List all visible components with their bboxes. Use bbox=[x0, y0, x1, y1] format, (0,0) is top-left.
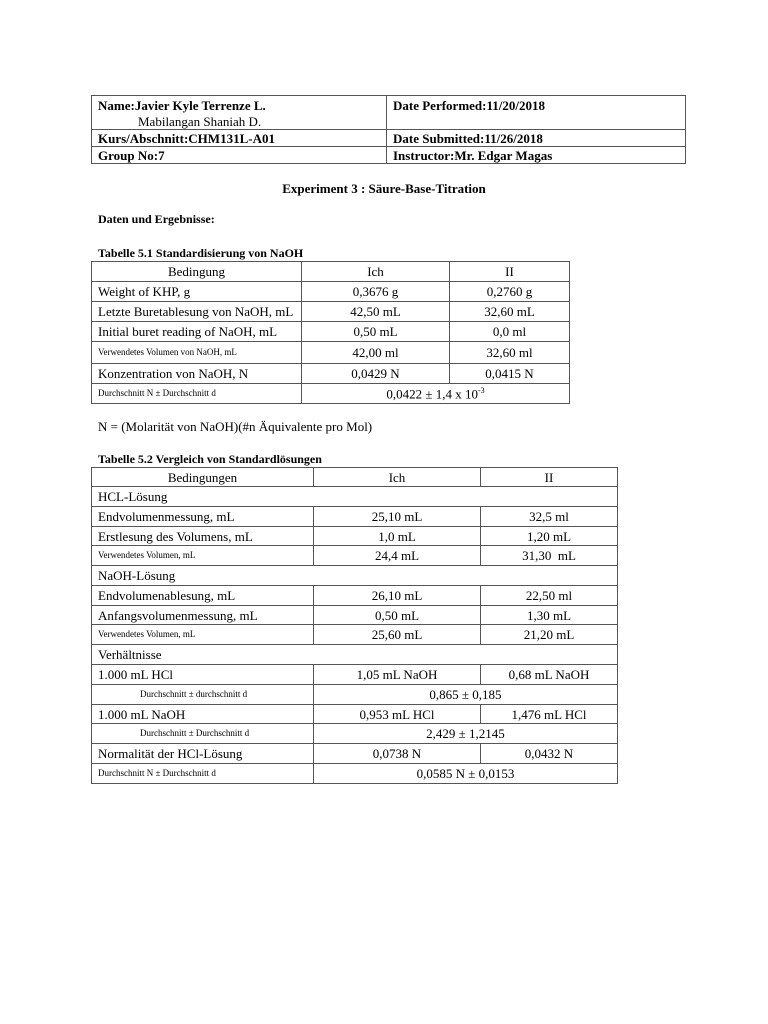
header-cell: Bedingungen bbox=[92, 468, 314, 487]
date-submitted-label: Date Submitted: bbox=[393, 130, 485, 146]
value-cell: 32,60 ml bbox=[450, 342, 570, 364]
value-cell: 21,20 mL bbox=[481, 625, 618, 645]
section-label: HCL-Lösung bbox=[92, 487, 618, 507]
value-cell: 0,953 mL HCl bbox=[314, 705, 481, 724]
value-cell: 32,5 ml bbox=[481, 507, 618, 527]
table-row bbox=[92, 665, 618, 685]
table-row bbox=[92, 342, 570, 364]
average-value-text: 0,0422 ± 1,4 x 10 bbox=[386, 386, 478, 402]
instructor: Mr. Edgar Magas bbox=[454, 147, 553, 163]
group-cell bbox=[92, 147, 387, 164]
value-cell: 0,0432 N bbox=[481, 744, 618, 764]
value-cell: 25,60 mL bbox=[314, 625, 481, 645]
average-value: 0,0585 N ± 0,0153 bbox=[314, 764, 618, 784]
table-5-2 bbox=[91, 467, 618, 784]
value-cell: 0,0429 N bbox=[302, 364, 450, 384]
average-label: Durchschnitt N ± Durchschnitt d bbox=[92, 384, 302, 404]
group-label: Group No: bbox=[98, 147, 159, 163]
instructor-label: Instructor: bbox=[393, 147, 455, 163]
value-cell: 0,68 mL NaOH bbox=[481, 665, 618, 685]
condition-cell: Verwendetes Volumen von NaOH, mL bbox=[92, 342, 302, 364]
condition-cell: Endvolumenablesung, mL bbox=[92, 586, 314, 606]
condition-cell: Verwendetes Volumen, mL bbox=[92, 625, 314, 645]
header-cell: Bedingung bbox=[92, 262, 302, 282]
name-label: Name: bbox=[98, 98, 135, 113]
header-cell: Ich bbox=[314, 468, 481, 487]
table-row bbox=[92, 705, 618, 724]
table-row bbox=[92, 384, 570, 404]
value-cell: 1,05 mL NaOH bbox=[314, 665, 481, 685]
value-cell: 31,30 mL bbox=[481, 546, 618, 566]
condition-cell: Konzentration von NaOH, N bbox=[92, 364, 302, 384]
section-label: Verhältnisse bbox=[92, 645, 618, 665]
table1-caption: Tabelle 5.1 Standardisierung von NaOH bbox=[98, 246, 304, 260]
condition-cell: Verwendetes Volumen, mL bbox=[92, 546, 314, 566]
value-cell: 22,50 ml bbox=[481, 586, 618, 606]
table-row bbox=[92, 606, 618, 625]
table-row bbox=[92, 507, 618, 527]
value-cell: 0,50 mL bbox=[314, 606, 481, 625]
header-cell: Ich bbox=[302, 262, 450, 282]
average-value-exponent: -3 bbox=[477, 385, 485, 395]
table-row bbox=[92, 262, 570, 282]
condition-cell: 1.000 mL HCl bbox=[92, 665, 314, 685]
name-cell bbox=[92, 96, 387, 130]
table-row bbox=[92, 468, 618, 487]
average-label: Durchschnitt ± Durchschnitt d bbox=[92, 724, 314, 744]
condition-cell: Weight of KHP, g bbox=[92, 282, 302, 302]
condition-cell: Initial buret reading of NaOH, mL bbox=[92, 322, 302, 342]
name-1: Javier Kyle Terrenze L. bbox=[134, 98, 266, 113]
table-row bbox=[92, 487, 618, 507]
table-row bbox=[92, 566, 618, 586]
table-row bbox=[92, 282, 570, 302]
average-value bbox=[302, 384, 570, 404]
table-row bbox=[92, 546, 618, 566]
date-performed: 11/20/2018 bbox=[486, 98, 545, 113]
date-performed-cell bbox=[387, 96, 686, 130]
table-row bbox=[92, 685, 618, 705]
header-cell: II bbox=[450, 262, 570, 282]
value-cell: 0,2760 g bbox=[450, 282, 570, 302]
table-5-1 bbox=[91, 261, 570, 404]
header-table bbox=[91, 95, 686, 164]
date-submitted-cell bbox=[387, 130, 686, 147]
value-cell: 24,4 mL bbox=[314, 546, 481, 566]
value-cell: 1,0 mL bbox=[314, 527, 481, 546]
normality-formula: N = (Molarität von NaOH)(#n Äquivalente pro Mol) bbox=[98, 419, 373, 434]
experiment-title: Experiment 3 : Säure-Base-Titration bbox=[282, 181, 486, 196]
value-cell: 1,20 mL bbox=[481, 527, 618, 546]
value-cell: 25,10 mL bbox=[314, 507, 481, 527]
condition-cell: Endvolumenmessung, mL bbox=[92, 507, 314, 527]
table2-caption: Tabelle 5.2 Vergleich von Standardlösungen bbox=[98, 452, 322, 466]
value-cell: 0,0 ml bbox=[450, 322, 570, 342]
value-cell: 42,50 mL bbox=[302, 302, 450, 322]
value-cell: 42,00 ml bbox=[302, 342, 450, 364]
average-label: Durchschnitt N ± Durchschnitt d bbox=[92, 764, 314, 784]
condition-cell: Erstlesung des Volumens, mL bbox=[92, 527, 314, 546]
header-cell: II bbox=[481, 468, 618, 487]
value-cell: 0,3676 g bbox=[302, 282, 450, 302]
value-cell: 0,50 mL bbox=[302, 322, 450, 342]
value-cell: 0,0415 N bbox=[450, 364, 570, 384]
date-submitted: 11/26/2018 bbox=[484, 130, 543, 146]
table-row bbox=[92, 527, 618, 546]
course-cell bbox=[92, 130, 387, 147]
section-label: NaOH-Lösung bbox=[92, 566, 618, 586]
average-value: 0,865 ± 0,185 bbox=[314, 685, 618, 705]
condition-cell: Letzte Buretablesung von NaOH, mL bbox=[92, 302, 302, 322]
instructor-cell bbox=[387, 147, 686, 164]
condition-cell: 1.000 mL NaOH bbox=[92, 705, 314, 724]
table-row bbox=[92, 645, 618, 665]
value-cell: 32,60 mL bbox=[450, 302, 570, 322]
value-cell: 0,0738 N bbox=[314, 744, 481, 764]
table-row bbox=[92, 364, 570, 384]
condition-cell: Normalität der HCl-Lösung bbox=[92, 744, 314, 764]
average-value: 2,429 ± 1,2145 bbox=[314, 724, 618, 744]
table-row bbox=[92, 764, 618, 784]
value-cell: 1,476 mL HCl bbox=[481, 705, 618, 724]
table-row bbox=[92, 724, 618, 744]
course-label: Kurs/Abschnitt: bbox=[98, 130, 189, 146]
group: 7 bbox=[158, 147, 165, 163]
table-row bbox=[92, 744, 618, 764]
value-cell: 26,10 mL bbox=[314, 586, 481, 606]
average-label: Durchschnitt ± durchschnitt d bbox=[92, 685, 314, 705]
table-row bbox=[92, 322, 570, 342]
value-cell: 1,30 mL bbox=[481, 606, 618, 625]
date-performed-label: Date Performed: bbox=[393, 98, 487, 113]
table-row bbox=[92, 586, 618, 606]
name-2: Mabilangan Shaniah D. bbox=[138, 114, 262, 129]
table-row bbox=[92, 302, 570, 322]
condition-cell: Anfangsvolumenmessung, mL bbox=[92, 606, 314, 625]
course: CHM131L-A01 bbox=[188, 130, 275, 146]
section-heading: Daten und Ergebnisse: bbox=[98, 212, 215, 226]
table-row bbox=[92, 625, 618, 645]
